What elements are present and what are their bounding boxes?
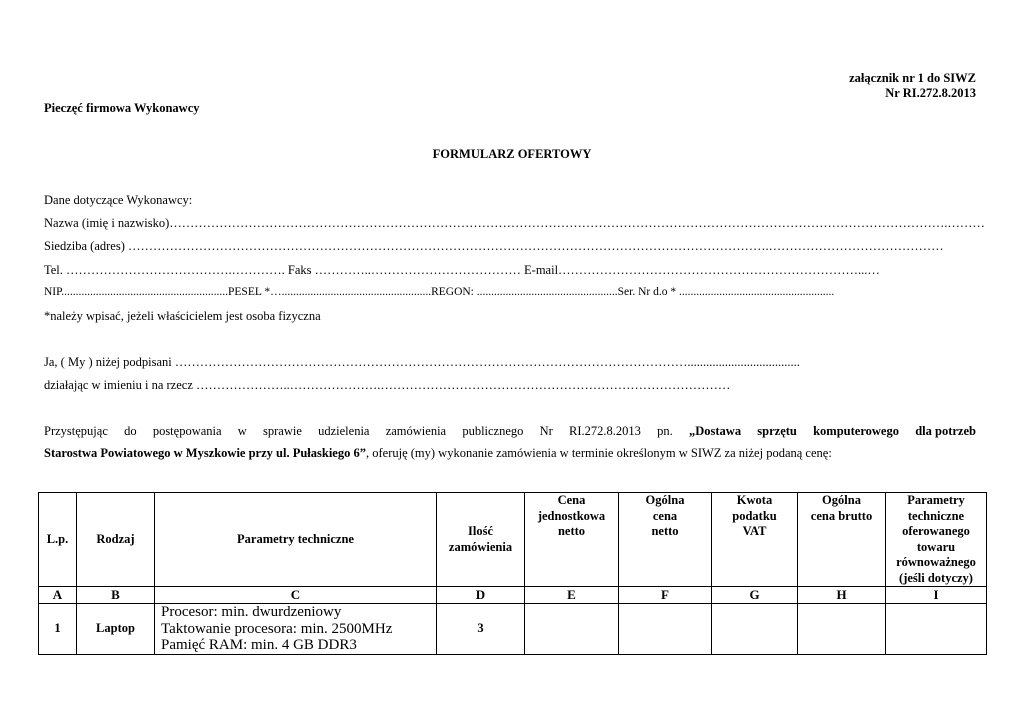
column-letter: F	[619, 587, 712, 604]
intro-word: RI.272.8.2013	[569, 424, 641, 438]
column-letter: C	[155, 587, 437, 604]
intro-word: udzielenia	[318, 424, 370, 438]
column-letter: D	[437, 587, 525, 604]
col-header-parametry: Parametry techniczne	[155, 493, 437, 587]
contractor-contact-field[interactable]: Tel. ………………………………….…………. Faks …………..……………………………… E-mail………………………………………………………………...…	[44, 263, 880, 277]
attachment-label: załącznik nr 1 do SIWZ	[849, 71, 976, 85]
column-letter: A	[39, 587, 77, 604]
cell-brutto[interactable]	[798, 604, 886, 655]
tender-name: Starostwa Powiatowego w Myszkowie przy ul. Pułaskiego 6”	[44, 446, 366, 460]
cell-lp: 1	[39, 604, 77, 655]
contractor-section-label: Dane dotyczące Wykonawcy:	[44, 193, 193, 207]
intro-word: pn.	[657, 424, 673, 438]
intro-word: sprzętu	[757, 424, 797, 438]
intro-word: Nr	[539, 424, 553, 438]
intro-word: sprawie	[263, 424, 302, 438]
table-header-row	[39, 493, 987, 587]
signatories-field[interactable]: Ja, ( My ) niżej podpisani ……………………………………………………………………………………………………………....................................	[44, 355, 800, 369]
cell-rodzaj: Laptop	[77, 604, 155, 655]
intro-word: „Dostawa	[688, 424, 742, 438]
col-header-lp: L.p.	[39, 493, 77, 587]
table-letter-row	[39, 587, 987, 604]
column-letter: H	[798, 587, 886, 604]
contractor-footnote: *należy wpisać, jeżeli właścicielem jest osoba fizyczna	[44, 309, 321, 323]
contractor-address-field[interactable]: Siedziba (adres) ……………………………………………………………………………………………………………………………………….……………………………………	[44, 239, 944, 253]
intro-word: komputerowego	[813, 424, 899, 438]
column-letter: G	[712, 587, 798, 604]
acting-on-behalf-field[interactable]: działając w imieniu i na rzecz …………………..………………….…………………………………………………………………………	[44, 378, 731, 392]
intro-line-1	[44, 424, 976, 439]
col-header-brutto: Ogólna cena brutto	[798, 493, 886, 587]
contractor-name-field[interactable]: Nazwa (imię i nazwisko)…………………………………………………………………………………………………………………………………………………………………….………	[44, 216, 985, 230]
page-title: FORMULARZ OFERTOWY	[432, 147, 592, 161]
intro-word: dla potrzeb	[915, 424, 976, 438]
intro-word: postępowania	[152, 424, 222, 438]
intro-paragraph	[44, 424, 976, 461]
intro-word: do	[124, 424, 137, 438]
intro-line-2	[44, 446, 976, 461]
contractor-ids-field[interactable]: NIP..........................................................PESEL *…....................................................REGON: .................................................Ser. Nr d.o * ......................................................	[44, 286, 835, 298]
cell-ogolna-netto[interactable]	[619, 604, 712, 655]
col-header-ilosc: Ilość zamówienia	[437, 493, 525, 587]
offer-table	[38, 492, 987, 655]
column-letter: B	[77, 587, 155, 604]
cell-cena-jednostkowa[interactable]	[525, 604, 619, 655]
table-row	[39, 604, 987, 655]
intro-word: zamówienia	[385, 424, 447, 438]
col-header-ogolna-netto: Ogólna cena netto	[619, 493, 712, 587]
company-stamp-label: Pieczęć firmowa Wykonawcy	[44, 101, 200, 115]
col-header-cena-jednostkowa: Cena jednostkowa netto	[525, 493, 619, 587]
intro-line-2-text: , oferuję (my) wykonanie zamówienia w terminie określonym w SIWZ za niżej podaną cenę:	[365, 446, 832, 460]
param-line: Taktowanie procesora: min. 2500MHz	[161, 620, 393, 637]
col-header-rodzaj: Rodzaj	[77, 493, 155, 587]
intro-word: publicznego	[462, 424, 524, 438]
col-header-oferowane: Parametry techniczne oferowanego towaru równoważnego (jeśli dotyczy)	[886, 493, 987, 587]
column-letter: I	[886, 587, 987, 604]
intro-word: w	[237, 424, 247, 438]
param-line: Pamięć RAM: min. 4 GB DDR3	[161, 637, 357, 653]
cell-oferowane[interactable]	[886, 604, 987, 655]
cell-vat[interactable]	[712, 604, 798, 655]
col-header-vat: Kwota podatku VAT	[712, 493, 798, 587]
reference-number: Nr RI.272.8.2013	[885, 86, 976, 100]
intro-word: Przystępując	[44, 424, 108, 438]
cell-ilosc: 3	[437, 604, 525, 655]
cell-parametry	[155, 604, 437, 655]
param-line: Procesor: min. dwurdzeniowy	[161, 604, 342, 620]
column-letter: E	[525, 587, 619, 604]
